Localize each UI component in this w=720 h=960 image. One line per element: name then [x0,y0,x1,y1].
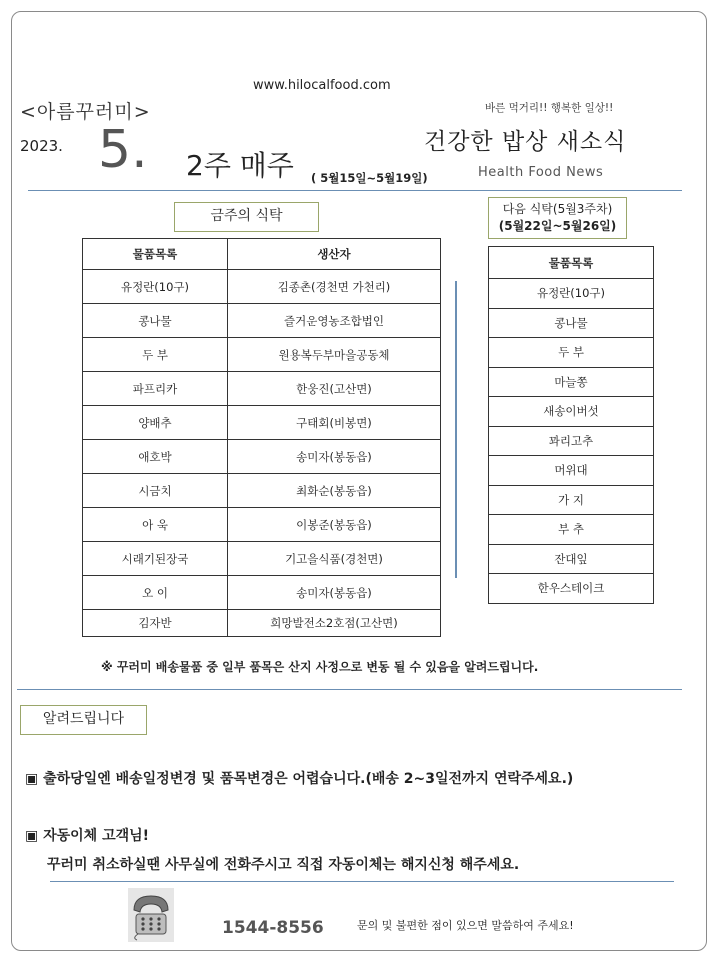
item-cell: 파프리카 [83,372,228,406]
table-row [83,610,441,637]
producer-cell: 최화순(봉동읍) [228,474,441,508]
item-cell: 유정란(10구) [83,270,228,304]
table-row [489,338,654,368]
news-subtitle: Health Food News [478,165,604,180]
item-cell: 아 욱 [83,508,228,542]
header-divider [28,190,682,191]
week-title: 2주 매주 [186,149,294,182]
item-cell: 마늘쫑 [489,367,654,397]
next-week-table [488,246,654,604]
item-cell: 부 추 [489,515,654,545]
table-row [489,574,654,604]
table-row [83,542,441,576]
producer-cell: 이봉준(봉동읍) [228,508,441,542]
phone-number[interactable]: 1544-8556 [222,918,324,938]
item-cell: 시래기된장국 [83,542,228,576]
contact-note: 문의 및 불편한 점이 있으면 말씀하여 주세요! [357,919,574,932]
item-cell: 잔대잎 [489,544,654,574]
item-cell: 꽈리고추 [489,426,654,456]
producer-cell: 김종촌(경천면 가천리) [228,270,441,304]
website-url[interactable]: www.hilocalfood.com [253,78,391,93]
announcement-label: 알려드립니다 [20,705,147,735]
column-header-item: 물품목록 [83,239,228,270]
date-range: ( 5월15일~5월19일) [311,171,428,185]
item-cell: 애호박 [83,440,228,474]
next-week-label [488,197,627,239]
item-cell: 두 부 [83,338,228,372]
announcement-item-autopay: ▣ 자동이체 고객님! [25,828,150,844]
this-week-table [82,238,441,637]
table-row [83,406,441,440]
announcement-item-delivery: ▣ 출하당일엔 배송일정변경 및 품목변경은 어렵습니다.(배송 2~3일전까지 연락주세요.) [25,771,574,787]
table-row [489,426,654,456]
producer-cell: 한웅진(고산면) [228,372,441,406]
producer-cell: 송미자(봉동읍) [228,576,441,610]
column-divider [455,281,457,578]
column-header-item: 물품목록 [489,247,654,279]
this-week-label: 금주의 식탁 [174,202,319,232]
table-row [489,456,654,486]
table-row [489,308,654,338]
item-cell: 새송이버섯 [489,397,654,427]
next-week-date-range: (5월22일~5월26일) [498,219,617,233]
table-row [83,508,441,542]
producer-cell: 송미자(봉동읍) [228,440,441,474]
column-header-producer: 생산자 [228,239,441,270]
footer-divider [50,881,674,882]
news-title: 건강한 밥상 새소식 [424,129,627,155]
table-row [489,397,654,427]
item-cell: 오 이 [83,576,228,610]
item-cell: 콩나물 [489,308,654,338]
table-header-row [83,239,441,270]
item-cell: 콩나물 [83,304,228,338]
item-cell: 시금치 [83,474,228,508]
slogan: 바른 먹거리!! 행복한 일상!! [485,102,614,114]
table-row [489,279,654,309]
producer-cell: 희망발전소2호점(고산면) [228,610,441,637]
telephone-icon [128,888,174,942]
producer-cell: 원용복두부마을공동체 [228,338,441,372]
month: 5. [98,120,148,180]
table-row [489,544,654,574]
table-row [489,515,654,545]
table-row [83,304,441,338]
next-week-title: 다음 식탁(5월3주차) [502,202,613,216]
announcement-autopay-detail: 꾸러미 취소하실땐 사무실에 전화주시고 직접 자동이체는 해지신청 해주세요. [47,857,520,873]
table-row [83,372,441,406]
brand-name: <아름꾸러미> [20,101,151,123]
item-cell: 두 부 [489,338,654,368]
table-row [83,440,441,474]
item-cell: 한우스테이크 [489,574,654,604]
item-cell: 김자반 [83,610,228,637]
item-cell: 가 지 [489,485,654,515]
table-row [489,367,654,397]
section-divider [17,689,682,690]
producer-cell: 즐거운영농조합법인 [228,304,441,338]
item-cell: 머위대 [489,456,654,486]
year: 2023. [20,137,63,155]
producer-cell: 기고을식품(경천면) [228,542,441,576]
table-row [489,485,654,515]
producer-cell: 구태회(비봉면) [228,406,441,440]
item-cell: 유정란(10구) [489,279,654,309]
table-row [83,576,441,610]
table-row [83,338,441,372]
table-row [83,474,441,508]
item-cell: 양배추 [83,406,228,440]
substitution-notice: ※ 꾸러미 배송물품 중 일부 품목은 산지 사정으로 변동 될 수 있음을 알려드립니다. [101,660,539,674]
table-row [83,270,441,304]
table-header-row [489,247,654,279]
